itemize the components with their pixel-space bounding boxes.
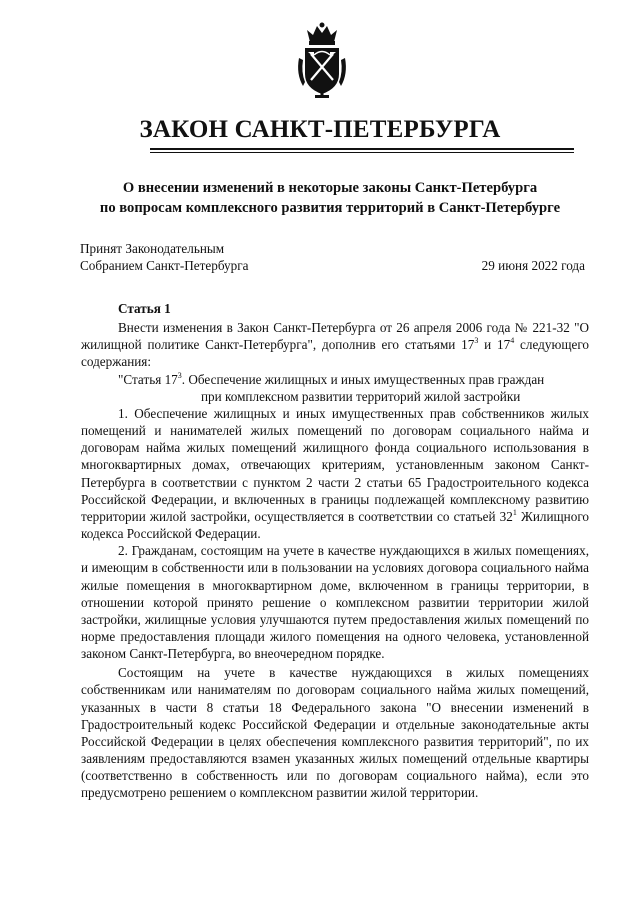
text-run: . Обеспечение жилищных и иных имущественных прав граждан [181, 371, 545, 387]
subtitle-line: О внесении изменений в некоторые законы Санкт-Петербурга [122, 180, 538, 196]
law-title: ЗАКОН САНКТ-ПЕТЕРБУРГА [139, 116, 501, 143]
title-rule-bottom [150, 152, 574, 153]
article-intro [81, 319, 589, 370]
new-article-title-line2: при комплексном развитии территорий жилой застройки [201, 388, 521, 404]
superscript: 1 [512, 507, 517, 517]
coat-of-arms-emblem [293, 22, 351, 102]
law-subtitle [60, 178, 600, 218]
adoption-line: Принят Законодательным [80, 241, 225, 256]
text-run: и 17 [478, 337, 511, 353]
adoption-note [80, 240, 249, 274]
adoption-line: Собранием Санкт-Петербурга [80, 258, 249, 273]
superscript: 4 [510, 336, 515, 346]
superscript: 3 [474, 336, 479, 346]
text-run: Жилищного кодекса Российской Федерации. [81, 508, 589, 542]
paragraph-2: 2. Гражданам, состоящим на учете в качестве нуждающихся в жилых помещениях, и имеющим в собственности или в пользовании на условиях договора социального найма жилые помещения в многоквартирном доме, включенном в границы территории, в отношении которой принято решение о комплексном развитии территории жилой застройки, жилищные условия улучшаются путем предоставления жилых помещений по норме предоставления площади жилого помещения на одного человека, установленной законом Санкт-Петербурга, во внеочередном порядке. [81, 543, 589, 662]
article-heading: Статья 1 [118, 301, 171, 316]
subtitle-line: по вопросам комплексного развития территорий в Санкт-Петербурге [99, 200, 561, 216]
text-run: следующего содержания: [81, 337, 590, 370]
title-rule-top [150, 148, 574, 150]
superscript: 3 [177, 370, 182, 380]
law-body [81, 300, 589, 802]
paragraph-1 [81, 405, 589, 542]
paragraph-3: Состоящим на учете в качестве нуждающихся в жилых помещениях собственникам или нанимателям по договорам социального найма жилых помещений, указанных в части 8 статьи 18 Федерального закона "О внесении изменений в Градостроительный кодекс Российской Федерации и отдельные законодательные акты Российской Федерации в целях обеспечения комплексного развития территорий", по их заявлениям предоставляются взамен указанных жилых помещений отдельные квартиры (соответственно в собственность или по договорам социального найма), если это предусмотрено решением о комплексном развитии жилой территории. [81, 665, 589, 801]
adoption-date: 29 июня 2022 года [481, 258, 585, 273]
text-run: "Статья 17 [118, 371, 178, 387]
text-run: Внести изменения в Закон Санкт-Петербурга от 26 апреля 2006 года № 221-32 "О жилищной политике Санкт-Петербурга", дополнив его статьями 17 [81, 320, 589, 353]
new-article-title [81, 371, 589, 388]
text-run: 1. Обеспечение жилищных и иных имущественных прав собственников жилых помещений и нанимателей жилых помещений по договорам социального найма и договорам найма жилых помещений жилищного фонда социального использования в многоквартирных домах, отвечающих критериям, установленным законом Санкт-Петербурга в соответствии с пунктом 2 части 2 статьи 65 Градостроительного кодекса Российской Федерации, и включенных в границы подлежащей комплексному развитию территории жилой застройки, осуществляется в соответствии со статьей 32 [81, 405, 589, 524]
